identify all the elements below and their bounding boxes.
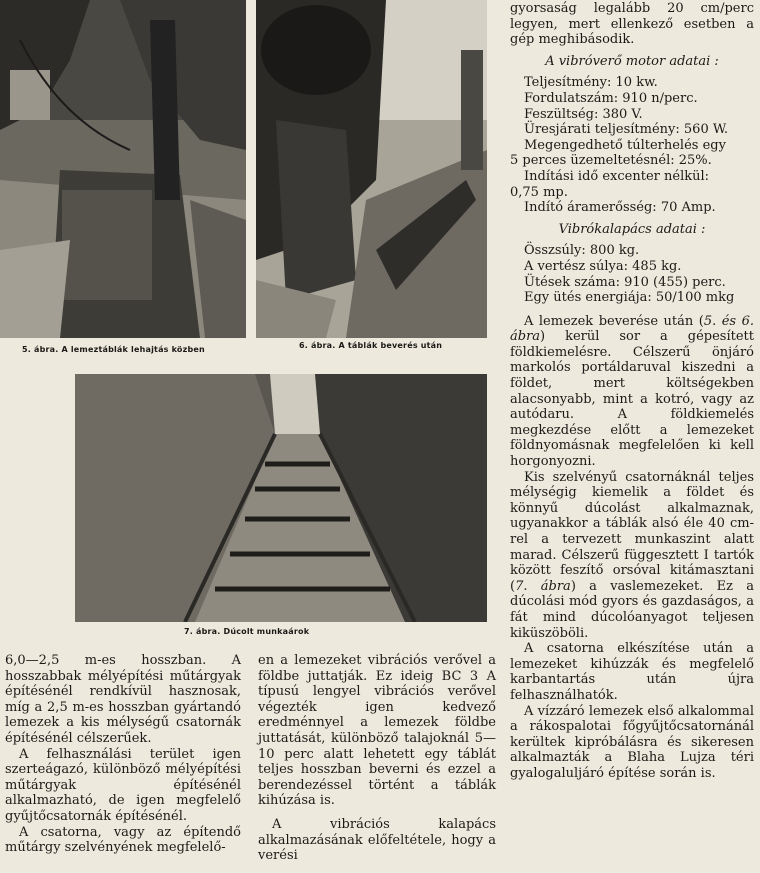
- col2-paragraph-2: A vibrációs kalapács alkalmazásának előfeltétele, hogy a verési: [258, 816, 496, 864]
- motor-spec-line: Fordulatszám: 910 n/perc.: [524, 90, 698, 106]
- col1-paragraph-3: A csatorna, vagy az építendő műtárgy szelvényének megfelelő-: [5, 824, 241, 856]
- figure-5-caption: 5. ábra. A lemeztáblák lehajtás közben: [22, 345, 205, 354]
- col1-paragraph-2: A felhasználási terület igen szerteágazó, különböző mélyépítési műtárgyak építésénél alkalmazható, de igen megfelelő gyűjtőcsatornák építésénél.: [5, 746, 241, 824]
- figure-reference: 5. és 6. ábra: [510, 313, 755, 345]
- figure-reference: 7. ábra: [515, 578, 571, 594]
- col3-paragraph-0: gyorsaság legalább 20 cm/perc legyen, mert ellenkező esetben a gép meghibásodik.: [510, 1, 754, 48]
- figure-6-photo: [256, 0, 487, 338]
- motor-spec-line: Megengedhető túlterhelés egy: [524, 137, 726, 153]
- motor-spec-line: 5 perces üzemeltetésnél: 25%.: [510, 153, 712, 169]
- col3-paragraph-4: A vízzáró lemezek első alkalommal a rákospalotai főgyűjtőcsatornánál kerültek kipróbálásra és sikeresen alkalmazták a Blaha Lujza téri gyalogaluljáró építése során is.: [510, 703, 754, 781]
- hammer-spec-line: Összsúly: 800 kg.: [524, 243, 640, 259]
- col2-paragraph-1: en a lemezeket vibrációs verővel a földbe juttatják. Ez ideig BC 3 A típusú lengyel vibrációs verővel végezték igen kedvező eredménnyel a lemezek földbe juttatását, különböző talajoknál 5—10 perc alatt lehetett egy táblát teljes hosszban beverni és ezzel a berendezéssel történt a táblák kihúzása is.: [258, 653, 496, 809]
- text-column-1: [5, 653, 241, 856]
- figure-7-caption: 7. ábra. Dúcolt munkaárok: [184, 627, 310, 636]
- motor-spec-list: [510, 75, 754, 215]
- motor-spec-line: Teljesítmény: 10 kw.: [524, 75, 658, 91]
- text-column-3: [510, 1, 754, 782]
- hammer-spec-line: Ütések száma: 910 (455) perc.: [524, 274, 726, 290]
- figure-5-photo: [0, 0, 246, 338]
- motor-spec-line: 0,75 mp.: [510, 184, 568, 200]
- motor-spec-line: Feszültség: 380 V.: [524, 106, 643, 122]
- motor-spec-line: Indító áramerősség: 70 Amp.: [524, 200, 716, 216]
- hammer-spec-line: Egy ütés energiája: 50/100 mkg: [524, 290, 735, 306]
- motor-spec-line: Üresjárati teljesítmény: 560 W.: [524, 122, 729, 138]
- figure-7-photo: [75, 374, 487, 622]
- hammer-spec-line: A vertész súlya: 485 kg.: [524, 258, 682, 274]
- figure-6-caption: 6. ábra. A táblák beverés után: [299, 341, 443, 350]
- hammer-data-heading: Vibrókalapács adatai :: [558, 221, 706, 237]
- text-column-2: [258, 653, 496, 864]
- motor-data-heading: A vibróverő motor adatai :: [545, 53, 719, 69]
- col3-paragraph-3: A csatorna elkészítése után a lemezeket kihúzzák és megfelelő karbantartás után újra felhasználhatók.: [510, 641, 754, 703]
- col1-paragraph-1: 6,0—2,5 m-es hosszban. A hosszabbak mélyépítési műtárgyak építésénél rendkívül hasznosak, míg a 2,5 m-es hosszban gyártandó lemezek a kis mélységű csatornák építésénél célszerűek.: [5, 653, 241, 746]
- hammer-spec-list: [510, 243, 754, 305]
- col3-paragraph-2: Kis szelvényű csatornáknál teljes mélységig kiemelik a földet és könnyű dúcolást alkalmaznak, ugyanakkor a táblák alsó éle 40 cm-rel a tervezett munkaszint alatt marad. Célszerű függesztett I tartók között feszítő orsóval kitámasztani (7. ábra) a vaslemezeket. Ez a dúcolási mód gyors és gazdaságos, a fát mind dúcolóanyagot teljesen kiküszöböli.: [510, 469, 754, 641]
- motor-spec-line: Indítási idő excenter nélkül:: [524, 168, 710, 184]
- col3-paragraph-1: A lemezek beverése után (5. és 6. ábra) kerül sor a gépesített földkiemelésre. Célszerű önjáró markolós portáldaruval kiszedni a földet, mert költségekben alacsonyabb, mint a kotró, vagy az autódaru. A földkiemelés megkezdése előtt a lemezeket földnyomásnak megfelelően ki kell horgonyozni.: [510, 313, 755, 470]
